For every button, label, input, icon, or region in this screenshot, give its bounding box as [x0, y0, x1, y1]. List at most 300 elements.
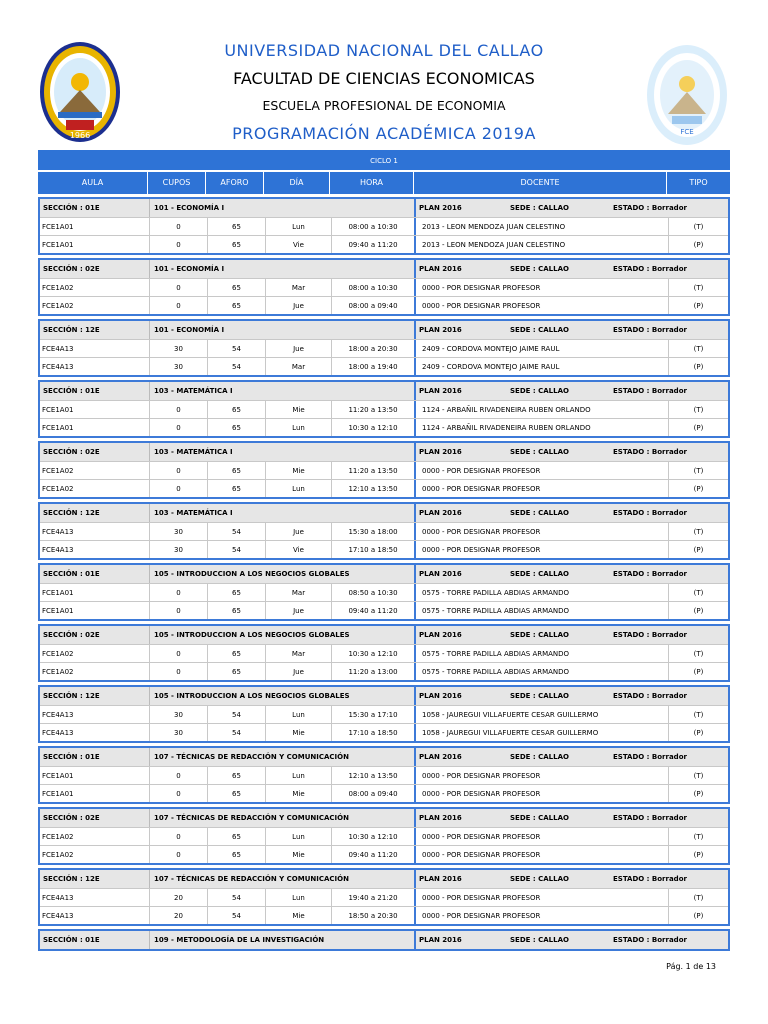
- cell-cupos: 30: [150, 706, 208, 723]
- course-name: 103 - MATEMÁTICA I: [150, 504, 416, 522]
- cell-docente: 1124 - ARBAÑIL RIVADENEIRA RUBEN ORLANDO: [416, 419, 669, 436]
- school-title: ESCUELA PROFESIONAL DE ECONOMIA: [262, 98, 506, 113]
- section-header-row: [40, 748, 728, 766]
- cell-tipo: (T): [693, 467, 704, 475]
- cell-aula: FCE1A02: [40, 663, 150, 680]
- cell-aula: FCE1A01: [40, 419, 150, 436]
- cell-hora: 18:00 a 20:30: [332, 340, 416, 357]
- course-name: 101 - ECONOMÍA I: [150, 321, 416, 339]
- cell-cupos: 30: [150, 523, 208, 540]
- cell-cupos: 0: [150, 828, 208, 845]
- cell-aforo: 65: [208, 419, 266, 436]
- cell-hora: 11:20 a 13:50: [332, 462, 416, 479]
- cell-aforo: 65: [208, 297, 266, 314]
- course-section-group: [38, 563, 730, 621]
- plan-label: PLAN 2016: [419, 570, 462, 578]
- table-row: [40, 479, 728, 497]
- section-label: SECCIÓN : 01E: [40, 565, 150, 583]
- university-title: UNIVERSIDAD NACIONAL DEL CALLAO: [224, 41, 544, 60]
- page-number: Pág. 1 de 13: [666, 962, 716, 971]
- cell-docente: 0000 - POR DESIGNAR PROFESOR: [416, 828, 669, 845]
- course-section-group: [38, 929, 730, 951]
- cell-hora: 17:10 a 18:50: [332, 541, 416, 558]
- sede-label: SEDE : CALLAO: [510, 692, 569, 700]
- cell-cupos: 0: [150, 236, 208, 253]
- column-header-cupos: CUPOS: [148, 172, 206, 194]
- program-title: PROGRAMACIÓN ACADÉMICA 2019A: [232, 124, 536, 143]
- plan-label: PLAN 2016: [419, 753, 462, 761]
- course-name: 101 - ECONOMÍA I: [150, 199, 416, 217]
- cell-docente: 0000 - POR DESIGNAR PROFESOR: [416, 297, 669, 314]
- cell-dia: Lun: [266, 828, 332, 845]
- cell-dia: Mar: [266, 358, 332, 375]
- cell-dia: Lun: [266, 480, 332, 497]
- cell-dia: Lun: [266, 419, 332, 436]
- table-row: [40, 296, 728, 314]
- cell-tipo: (P): [693, 851, 704, 859]
- cell-dia: Mar: [266, 584, 332, 601]
- cell-aforo: 54: [208, 340, 266, 357]
- cell-aula: FCE4A13: [40, 358, 150, 375]
- table-row: [40, 723, 728, 741]
- course-groups: [38, 197, 730, 951]
- cell-dia: Vie: [266, 541, 332, 558]
- table-row: [40, 845, 728, 863]
- cell-tipo: (P): [693, 485, 704, 493]
- cell-docente: 0000 - POR DESIGNAR PROFESOR: [416, 279, 669, 296]
- cell-cupos: 0: [150, 663, 208, 680]
- cell-tipo: (T): [693, 528, 704, 536]
- cell-aula: FCE1A01: [40, 236, 150, 253]
- estado-label: ESTADO : Borrador: [613, 814, 687, 822]
- cell-aula: FCE4A13: [40, 907, 150, 924]
- cell-dia: Jue: [266, 523, 332, 540]
- table-row: [40, 461, 728, 479]
- estado-label: ESTADO : Borrador: [613, 936, 687, 944]
- column-header-row: [38, 172, 730, 194]
- cell-aula: FCE1A01: [40, 218, 150, 235]
- cell-cupos: 0: [150, 279, 208, 296]
- cell-hora: 08:00 a 10:30: [332, 218, 416, 235]
- cell-tipo: (P): [693, 363, 704, 371]
- cell-aula: FCE1A01: [40, 602, 150, 619]
- cell-dia: Mie: [266, 785, 332, 802]
- cell-hora: 10:30 a 12:10: [332, 419, 416, 436]
- cell-tipo: (T): [693, 589, 704, 597]
- course-name: 105 - INTRODUCCION A LOS NEGOCIOS GLOBALES: [150, 565, 416, 583]
- cell-docente: 0000 - POR DESIGNAR PROFESOR: [416, 767, 669, 784]
- cell-hora: 08:50 a 10:30: [332, 584, 416, 601]
- cell-dia: Lun: [266, 706, 332, 723]
- cell-aforo: 54: [208, 706, 266, 723]
- cell-aforo: 65: [208, 218, 266, 235]
- course-name: 105 - INTRODUCCION A LOS NEGOCIOS GLOBALES: [150, 687, 416, 705]
- cell-cupos: 0: [150, 767, 208, 784]
- section-label: SECCIÓN : 01E: [40, 199, 150, 217]
- cell-tipo: (P): [693, 912, 704, 920]
- section-header-row: [40, 870, 728, 888]
- cell-tipo: (T): [693, 284, 704, 292]
- course-section-group: [38, 868, 730, 926]
- section-label: SECCIÓN : 02E: [40, 626, 150, 644]
- sede-label: SEDE : CALLAO: [510, 753, 569, 761]
- cell-aforo: 65: [208, 767, 266, 784]
- cell-aula: FCE1A01: [40, 767, 150, 784]
- cell-tipo: (P): [693, 790, 704, 798]
- column-header-dia: DÍA: [264, 172, 330, 194]
- cell-cupos: 0: [150, 602, 208, 619]
- course-section-group: [38, 624, 730, 682]
- cell-aula: FCE4A13: [40, 889, 150, 906]
- plan-label: PLAN 2016: [419, 936, 462, 944]
- sede-label: SEDE : CALLAO: [510, 204, 569, 212]
- cell-dia: Jue: [266, 297, 332, 314]
- table-row: [40, 888, 728, 906]
- cell-tipo: (P): [693, 668, 704, 676]
- sede-label: SEDE : CALLAO: [510, 814, 569, 822]
- cell-tipo: (P): [693, 546, 704, 554]
- estado-label: ESTADO : Borrador: [613, 326, 687, 334]
- plan-label: PLAN 2016: [419, 265, 462, 273]
- course-name: 101 - ECONOMÍA I: [150, 260, 416, 278]
- cell-dia: Lun: [266, 218, 332, 235]
- plan-label: PLAN 2016: [419, 692, 462, 700]
- cell-aforo: 65: [208, 584, 266, 601]
- sede-label: SEDE : CALLAO: [510, 936, 569, 944]
- cell-hora: 11:20 a 13:50: [332, 401, 416, 418]
- cell-aula: FCE1A02: [40, 462, 150, 479]
- sede-label: SEDE : CALLAO: [510, 875, 569, 883]
- cell-aforo: 54: [208, 541, 266, 558]
- sede-label: SEDE : CALLAO: [510, 631, 569, 639]
- section-header-row: [40, 809, 728, 827]
- cell-aforo: 65: [208, 236, 266, 253]
- section-header-row: [40, 504, 728, 522]
- cell-tipo: (T): [693, 223, 704, 231]
- cell-docente: 0000 - POR DESIGNAR PROFESOR: [416, 889, 669, 906]
- cell-aforo: 54: [208, 724, 266, 741]
- cell-docente: 0000 - POR DESIGNAR PROFESOR: [416, 785, 669, 802]
- cell-cupos: 0: [150, 297, 208, 314]
- section-label: SECCIÓN : 01E: [40, 931, 150, 949]
- course-section-group: [38, 197, 730, 255]
- section-label: SECCIÓN : 01E: [40, 748, 150, 766]
- cell-cupos: 0: [150, 462, 208, 479]
- cell-tipo: (T): [693, 833, 704, 841]
- table-row: [40, 278, 728, 296]
- schedule-table: [38, 150, 730, 951]
- cell-aula: FCE4A13: [40, 340, 150, 357]
- section-header-row: [40, 260, 728, 278]
- cell-aula: FCE1A02: [40, 828, 150, 845]
- cell-dia: Mie: [266, 846, 332, 863]
- cell-dia: Mie: [266, 462, 332, 479]
- svg-text:1966: 1966: [69, 131, 91, 140]
- course-name: 109 - METODOLOGÍA DE LA INVESTIGACIÓN: [150, 931, 416, 949]
- cell-aula: FCE1A02: [40, 297, 150, 314]
- cell-hora: 08:00 a 09:40: [332, 297, 416, 314]
- section-header-row: [40, 382, 728, 400]
- cell-aforo: 65: [208, 480, 266, 497]
- table-row: [40, 235, 728, 253]
- cell-aula: FCE1A02: [40, 480, 150, 497]
- section-label: SECCIÓN : 12E: [40, 870, 150, 888]
- table-row: [40, 827, 728, 845]
- table-row: [40, 662, 728, 680]
- cell-hora: 18:00 a 19:40: [332, 358, 416, 375]
- section-label: SECCIÓN : 02E: [40, 443, 150, 461]
- plan-label: PLAN 2016: [419, 387, 462, 395]
- estado-label: ESTADO : Borrador: [613, 204, 687, 212]
- plan-label: PLAN 2016: [419, 509, 462, 517]
- cell-tipo: (P): [693, 729, 704, 737]
- cell-cupos: 0: [150, 584, 208, 601]
- cell-dia: Mie: [266, 401, 332, 418]
- cell-tipo: (T): [693, 345, 704, 353]
- cell-aula: FCE1A02: [40, 846, 150, 863]
- cell-aforo: 65: [208, 663, 266, 680]
- course-section-group: [38, 258, 730, 316]
- column-header-hora: HORA: [330, 172, 414, 194]
- cell-dia: Mar: [266, 279, 332, 296]
- course-section-group: [38, 441, 730, 499]
- section-header-row: [40, 626, 728, 644]
- cell-hora: 08:00 a 10:30: [332, 279, 416, 296]
- cell-docente: 2013 - LEON MENDOZA JUAN CELESTINO: [416, 218, 669, 235]
- cell-hora: 11:20 a 13:00: [332, 663, 416, 680]
- cell-cupos: 0: [150, 419, 208, 436]
- course-section-group: [38, 380, 730, 438]
- cell-cupos: 30: [150, 541, 208, 558]
- cell-tipo: (T): [693, 650, 704, 658]
- course-section-group: [38, 807, 730, 865]
- course-section-group: [38, 319, 730, 377]
- cell-aula: FCE4A13: [40, 724, 150, 741]
- cell-tipo: (T): [693, 711, 704, 719]
- column-header-docente: DOCENTE: [414, 172, 667, 194]
- estado-label: ESTADO : Borrador: [613, 265, 687, 273]
- sede-label: SEDE : CALLAO: [510, 326, 569, 334]
- cell-dia: Jue: [266, 340, 332, 357]
- cell-cupos: 0: [150, 645, 208, 662]
- cell-tipo: (T): [693, 894, 704, 902]
- cell-aforo: 54: [208, 907, 266, 924]
- section-label: SECCIÓN : 12E: [40, 504, 150, 522]
- cell-aforo: 65: [208, 846, 266, 863]
- cell-tipo: (P): [693, 241, 704, 249]
- sede-label: SEDE : CALLAO: [510, 509, 569, 517]
- estado-label: ESTADO : Borrador: [613, 692, 687, 700]
- cell-docente: 0575 - TORRE PADILLA ABDIAS ARMANDO: [416, 645, 669, 662]
- cell-aula: FCE1A02: [40, 279, 150, 296]
- cell-dia: Vie: [266, 236, 332, 253]
- sede-label: SEDE : CALLAO: [510, 387, 569, 395]
- course-name: 103 - MATEMÁTICA I: [150, 443, 416, 461]
- course-name: 107 - TÉCNICAS DE REDACCIÓN Y COMUNICACIÓN: [150, 809, 416, 827]
- cell-hora: 09:40 a 11:20: [332, 236, 416, 253]
- estado-label: ESTADO : Borrador: [613, 753, 687, 761]
- cell-hora: 08:00 a 09:40: [332, 785, 416, 802]
- cell-docente: 0575 - TORRE PADILLA ABDIAS ARMANDO: [416, 663, 669, 680]
- section-label: SECCIÓN : 12E: [40, 687, 150, 705]
- course-name: 103 - MATEMÁTICA I: [150, 382, 416, 400]
- table-row: [40, 522, 728, 540]
- course-section-group: [38, 746, 730, 804]
- table-row: [40, 217, 728, 235]
- course-name: 107 - TÉCNICAS DE REDACCIÓN Y COMUNICACIÓN: [150, 748, 416, 766]
- cell-aula: FCE4A13: [40, 523, 150, 540]
- cell-aforo: 65: [208, 645, 266, 662]
- cell-docente: 2013 - LEON MENDOZA JUAN CELESTINO: [416, 236, 669, 253]
- cell-docente: 0000 - POR DESIGNAR PROFESOR: [416, 846, 669, 863]
- cell-docente: 0000 - POR DESIGNAR PROFESOR: [416, 462, 669, 479]
- cell-aula: FCE1A01: [40, 584, 150, 601]
- plan-label: PLAN 2016: [419, 448, 462, 456]
- section-header-row: [40, 565, 728, 583]
- cell-cupos: 30: [150, 358, 208, 375]
- plan-label: PLAN 2016: [419, 326, 462, 334]
- cell-cupos: 0: [150, 401, 208, 418]
- cell-aforo: 65: [208, 462, 266, 479]
- cell-hora: 10:30 a 12:10: [332, 645, 416, 662]
- cell-hora: 09:40 a 11:20: [332, 846, 416, 863]
- cell-hora: 15:30 a 18:00: [332, 523, 416, 540]
- cell-aforo: 54: [208, 523, 266, 540]
- section-header-row: [40, 687, 728, 705]
- cell-aula: FCE1A02: [40, 645, 150, 662]
- cell-aforo: 65: [208, 401, 266, 418]
- table-row: [40, 766, 728, 784]
- cell-cupos: 0: [150, 480, 208, 497]
- estado-label: ESTADO : Borrador: [613, 387, 687, 395]
- cell-cupos: 30: [150, 724, 208, 741]
- cell-dia: Mie: [266, 907, 332, 924]
- cell-docente: 0000 - POR DESIGNAR PROFESOR: [416, 907, 669, 924]
- section-label: SECCIÓN : 02E: [40, 809, 150, 827]
- course-name: 107 - TÉCNICAS DE REDACCIÓN Y COMUNICACIÓN: [150, 870, 416, 888]
- sede-label: SEDE : CALLAO: [510, 570, 569, 578]
- table-row: [40, 784, 728, 802]
- table-row: [40, 400, 728, 418]
- cell-tipo: (T): [693, 406, 704, 414]
- cell-dia: Mie: [266, 724, 332, 741]
- table-row: [40, 705, 728, 723]
- cell-cupos: 30: [150, 340, 208, 357]
- estado-label: ESTADO : Borrador: [613, 875, 687, 883]
- cell-cupos: 20: [150, 907, 208, 924]
- section-label: SECCIÓN : 02E: [40, 260, 150, 278]
- cell-docente: 0000 - POR DESIGNAR PROFESOR: [416, 541, 669, 558]
- cell-hora: 15:30 a 17:10: [332, 706, 416, 723]
- cell-hora: 12:10 a 13:50: [332, 767, 416, 784]
- cycle-header: CICLO 1: [38, 150, 730, 170]
- column-header-aula: AULA: [38, 172, 148, 194]
- plan-label: PLAN 2016: [419, 875, 462, 883]
- cell-aforo: 65: [208, 279, 266, 296]
- sede-label: SEDE : CALLAO: [510, 448, 569, 456]
- faculty-title: FACULTAD DE CIENCIAS ECONOMICAS: [233, 69, 535, 88]
- cell-aforo: 54: [208, 889, 266, 906]
- cell-tipo: (P): [693, 607, 704, 615]
- plan-label: PLAN 2016: [419, 631, 462, 639]
- cell-tipo: (P): [693, 424, 704, 432]
- cell-aforo: 54: [208, 358, 266, 375]
- cell-hora: 17:10 a 18:50: [332, 724, 416, 741]
- cell-dia: Lun: [266, 889, 332, 906]
- cell-docente: 0000 - POR DESIGNAR PROFESOR: [416, 480, 669, 497]
- section-header-row: [40, 931, 728, 949]
- column-header-tipo: TIPO: [667, 172, 730, 194]
- cell-cupos: 20: [150, 889, 208, 906]
- cell-docente: 2409 - CORDOVA MONTEJO JAIME RAUL: [416, 340, 669, 357]
- course-section-group: [38, 685, 730, 743]
- cell-aforo: 65: [208, 785, 266, 802]
- cell-dia: Jue: [266, 602, 332, 619]
- table-row: [40, 601, 728, 619]
- estado-label: ESTADO : Borrador: [613, 631, 687, 639]
- cell-aula: FCE4A13: [40, 541, 150, 558]
- cell-hora: 10:30 a 12:10: [332, 828, 416, 845]
- section-header-row: [40, 321, 728, 339]
- section-label: SECCIÓN : 12E: [40, 321, 150, 339]
- cell-aforo: 65: [208, 828, 266, 845]
- cell-docente: 2409 - CORDOVA MONTEJO JAIME RAUL: [416, 358, 669, 375]
- document-header: [0, 0, 768, 150]
- cell-docente: 1058 - JAUREGUI VILLAFUERTE CESAR GUILLERMO: [416, 706, 669, 723]
- section-header-row: [40, 199, 728, 217]
- cell-tipo: (P): [693, 302, 704, 310]
- cell-docente: 1058 - JAUREGUI VILLAFUERTE CESAR GUILLERMO: [416, 724, 669, 741]
- table-row: [40, 906, 728, 924]
- cell-cupos: 0: [150, 846, 208, 863]
- cell-dia: Lun: [266, 767, 332, 784]
- cell-dia: Mar: [266, 645, 332, 662]
- cell-aforo: 65: [208, 602, 266, 619]
- estado-label: ESTADO : Borrador: [613, 448, 687, 456]
- table-row: [40, 357, 728, 375]
- cell-aula: FCE1A01: [40, 785, 150, 802]
- plan-label: PLAN 2016: [419, 204, 462, 212]
- estado-label: ESTADO : Borrador: [613, 509, 687, 517]
- cell-hora: 09:40 a 11:20: [332, 602, 416, 619]
- cell-hora: 18:50 a 20:30: [332, 907, 416, 924]
- cell-docente: 0575 - TORRE PADILLA ABDIAS ARMANDO: [416, 584, 669, 601]
- plan-label: PLAN 2016: [419, 814, 462, 822]
- table-row: [40, 540, 728, 558]
- cell-docente: 1124 - ARBAÑIL RIVADENEIRA RUBEN ORLANDO: [416, 401, 669, 418]
- table-row: [40, 644, 728, 662]
- cell-hora: 19:40 a 21:20: [332, 889, 416, 906]
- table-row: [40, 583, 728, 601]
- cell-dia: Jue: [266, 663, 332, 680]
- cell-aula: FCE4A13: [40, 706, 150, 723]
- course-section-group: [38, 502, 730, 560]
- cell-tipo: (T): [693, 772, 704, 780]
- course-name: 105 - INTRODUCCION A LOS NEGOCIOS GLOBALES: [150, 626, 416, 644]
- column-header-aforo: AFORO: [206, 172, 264, 194]
- table-row: [40, 418, 728, 436]
- estado-label: ESTADO : Borrador: [613, 570, 687, 578]
- section-header-row: [40, 443, 728, 461]
- cell-cupos: 0: [150, 218, 208, 235]
- section-label: SECCIÓN : 01E: [40, 382, 150, 400]
- cell-cupos: 0: [150, 785, 208, 802]
- svg-text:FCE: FCE: [680, 128, 694, 136]
- cell-docente: 0575 - TORRE PADILLA ABDIAS ARMANDO: [416, 602, 669, 619]
- cell-aula: FCE1A01: [40, 401, 150, 418]
- sede-label: SEDE : CALLAO: [510, 265, 569, 273]
- cell-docente: 0000 - POR DESIGNAR PROFESOR: [416, 523, 669, 540]
